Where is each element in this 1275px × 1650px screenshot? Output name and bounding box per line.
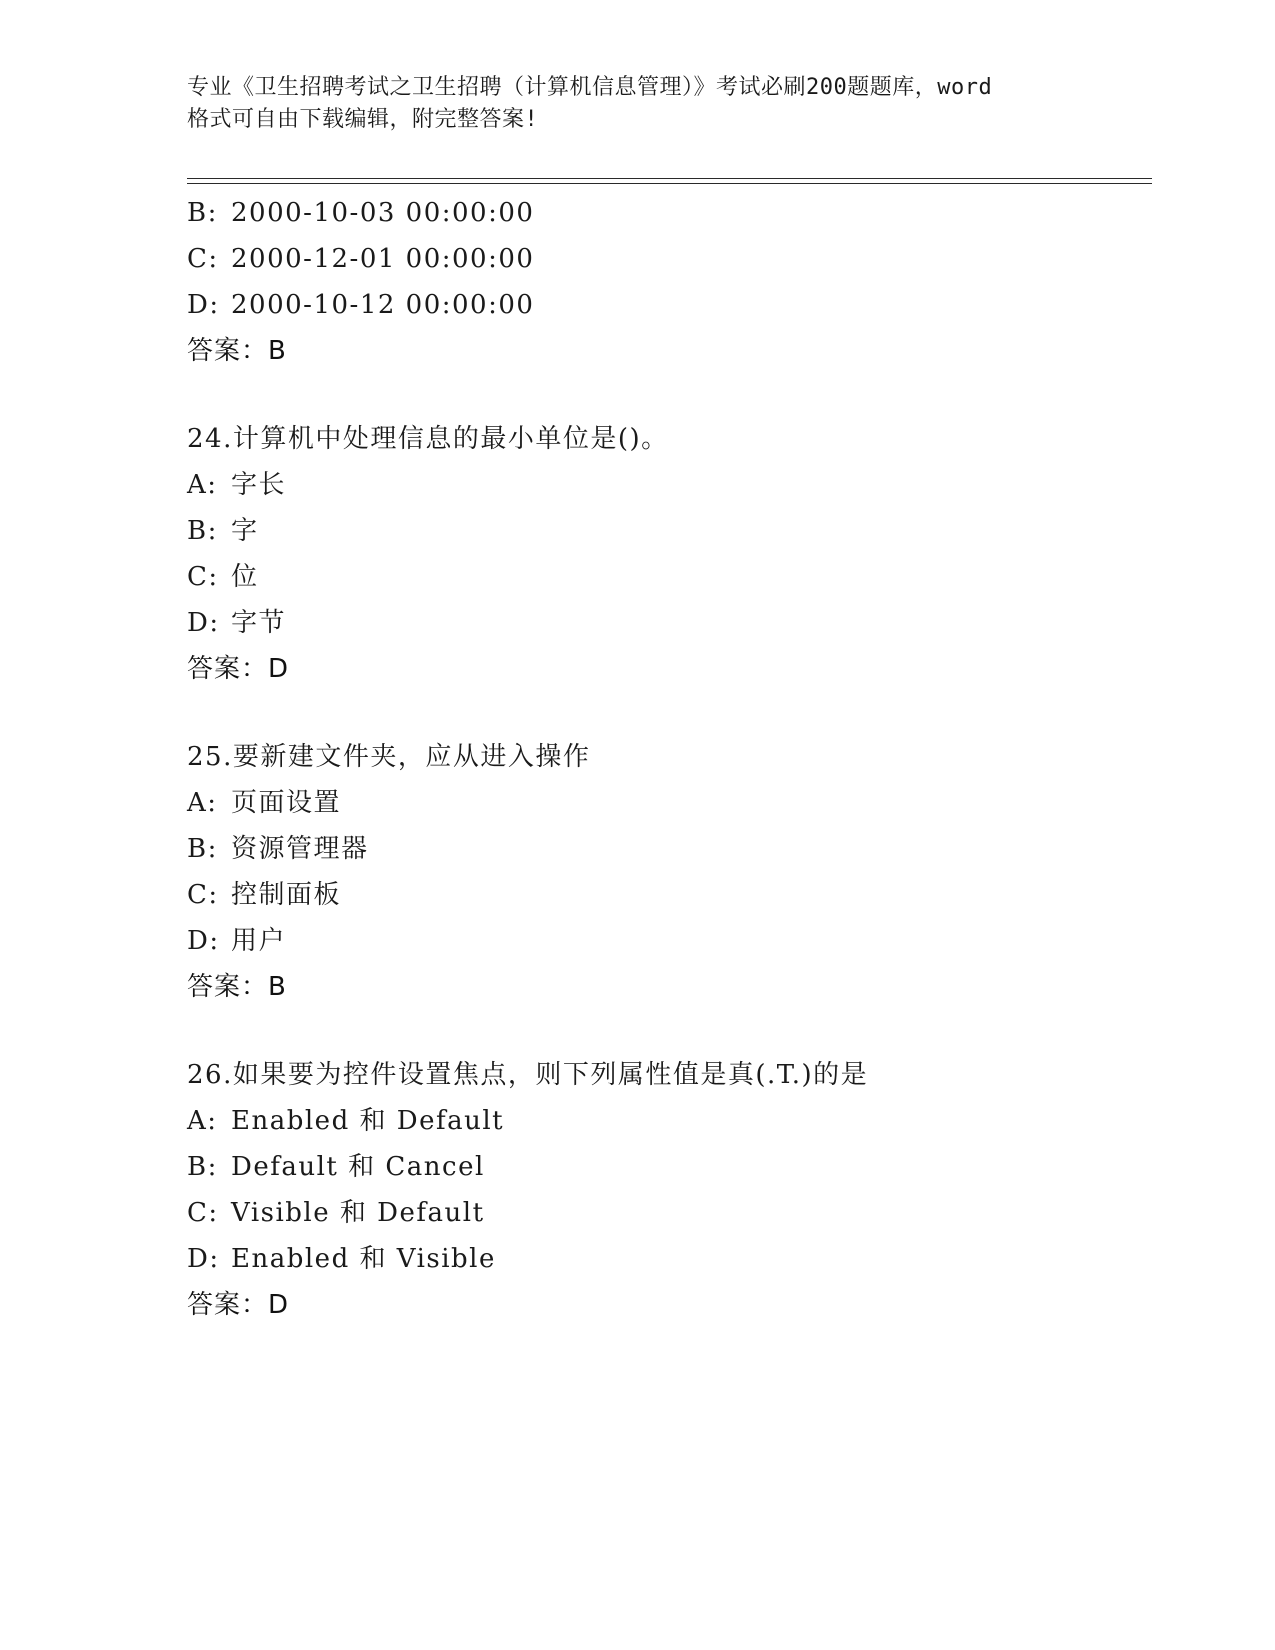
question-25	[187, 734, 1137, 1010]
option-a	[187, 1098, 1137, 1144]
option-label: C:	[187, 1198, 219, 1228]
option-a	[187, 780, 1137, 826]
question-23-continued	[187, 190, 1137, 374]
option-label: C:	[187, 880, 219, 910]
option-text: Enabled 和 Default	[231, 1106, 505, 1136]
option-label: D:	[187, 608, 220, 638]
answer-line: 答案：B	[187, 972, 287, 1002]
option-a	[187, 462, 1137, 508]
option-text: 2000-12-01 00:00:00	[231, 244, 535, 274]
option-text: 字	[231, 516, 259, 546]
header-divider-top	[187, 178, 1152, 179]
option-c	[187, 872, 1137, 918]
option-label: B:	[187, 516, 218, 546]
question-24	[187, 416, 1137, 692]
option-d	[187, 1236, 1137, 1282]
option-label: D:	[187, 1244, 220, 1274]
option-label: A:	[187, 1106, 218, 1136]
question-stem: 26.如果要为控件设置焦点，则下列属性值是真(.T.)的是	[187, 1060, 869, 1090]
option-b	[187, 826, 1137, 872]
option-b	[187, 190, 1137, 236]
header-title-line-2: 格式可自由下载编辑，附完整答案!	[187, 107, 539, 132]
option-text: Enabled 和 Visible	[231, 1244, 496, 1274]
spacer	[187, 374, 1137, 416]
option-d	[187, 282, 1137, 328]
option-label: A:	[187, 470, 218, 500]
answer-line: 答案：D	[187, 1290, 290, 1320]
question-stem: 25.要新建文件夹，应从进入操作	[187, 742, 591, 772]
answer-line: 答案：D	[187, 654, 290, 684]
option-label: C:	[187, 244, 219, 274]
option-label: B:	[187, 198, 218, 228]
option-c	[187, 554, 1137, 600]
option-label: B:	[187, 1152, 218, 1182]
spacer	[187, 692, 1137, 734]
option-text: 控制面板	[231, 880, 342, 910]
answer-line: 答案：B	[187, 336, 287, 366]
option-d	[187, 918, 1137, 964]
option-c	[187, 1190, 1137, 1236]
question-stem: 24.计算机中处理信息的最小单位是()。	[187, 424, 669, 454]
option-label: A:	[187, 788, 218, 818]
question-26	[187, 1052, 1137, 1328]
option-label: D:	[187, 926, 220, 956]
option-text: 2000-10-03 00:00:00	[231, 198, 535, 228]
option-text: 字节	[231, 608, 287, 638]
option-c	[187, 236, 1137, 282]
option-text: 页面设置	[231, 788, 342, 818]
option-text: Default 和 Cancel	[231, 1152, 485, 1182]
option-b	[187, 508, 1137, 554]
option-label: D:	[187, 290, 220, 320]
option-label: C:	[187, 562, 219, 592]
option-text: 用户	[231, 926, 287, 956]
spacer	[187, 1010, 1137, 1052]
option-b	[187, 1144, 1137, 1190]
option-d	[187, 600, 1137, 646]
header-title-line-1: 专业《卫生招聘考试之卫生招聘（计算机信息管理）》考试必刷200题题库，word	[187, 75, 993, 100]
header-divider-bottom	[187, 183, 1152, 184]
option-text: 字长	[231, 470, 287, 500]
option-text: 2000-10-12 00:00:00	[231, 290, 535, 320]
option-label: B:	[187, 834, 218, 864]
document-header	[187, 72, 1087, 136]
question-content	[187, 190, 1137, 1328]
option-text: Visible 和 Default	[231, 1198, 485, 1228]
option-text: 资源管理器	[231, 834, 369, 864]
option-text: 位	[231, 562, 259, 592]
